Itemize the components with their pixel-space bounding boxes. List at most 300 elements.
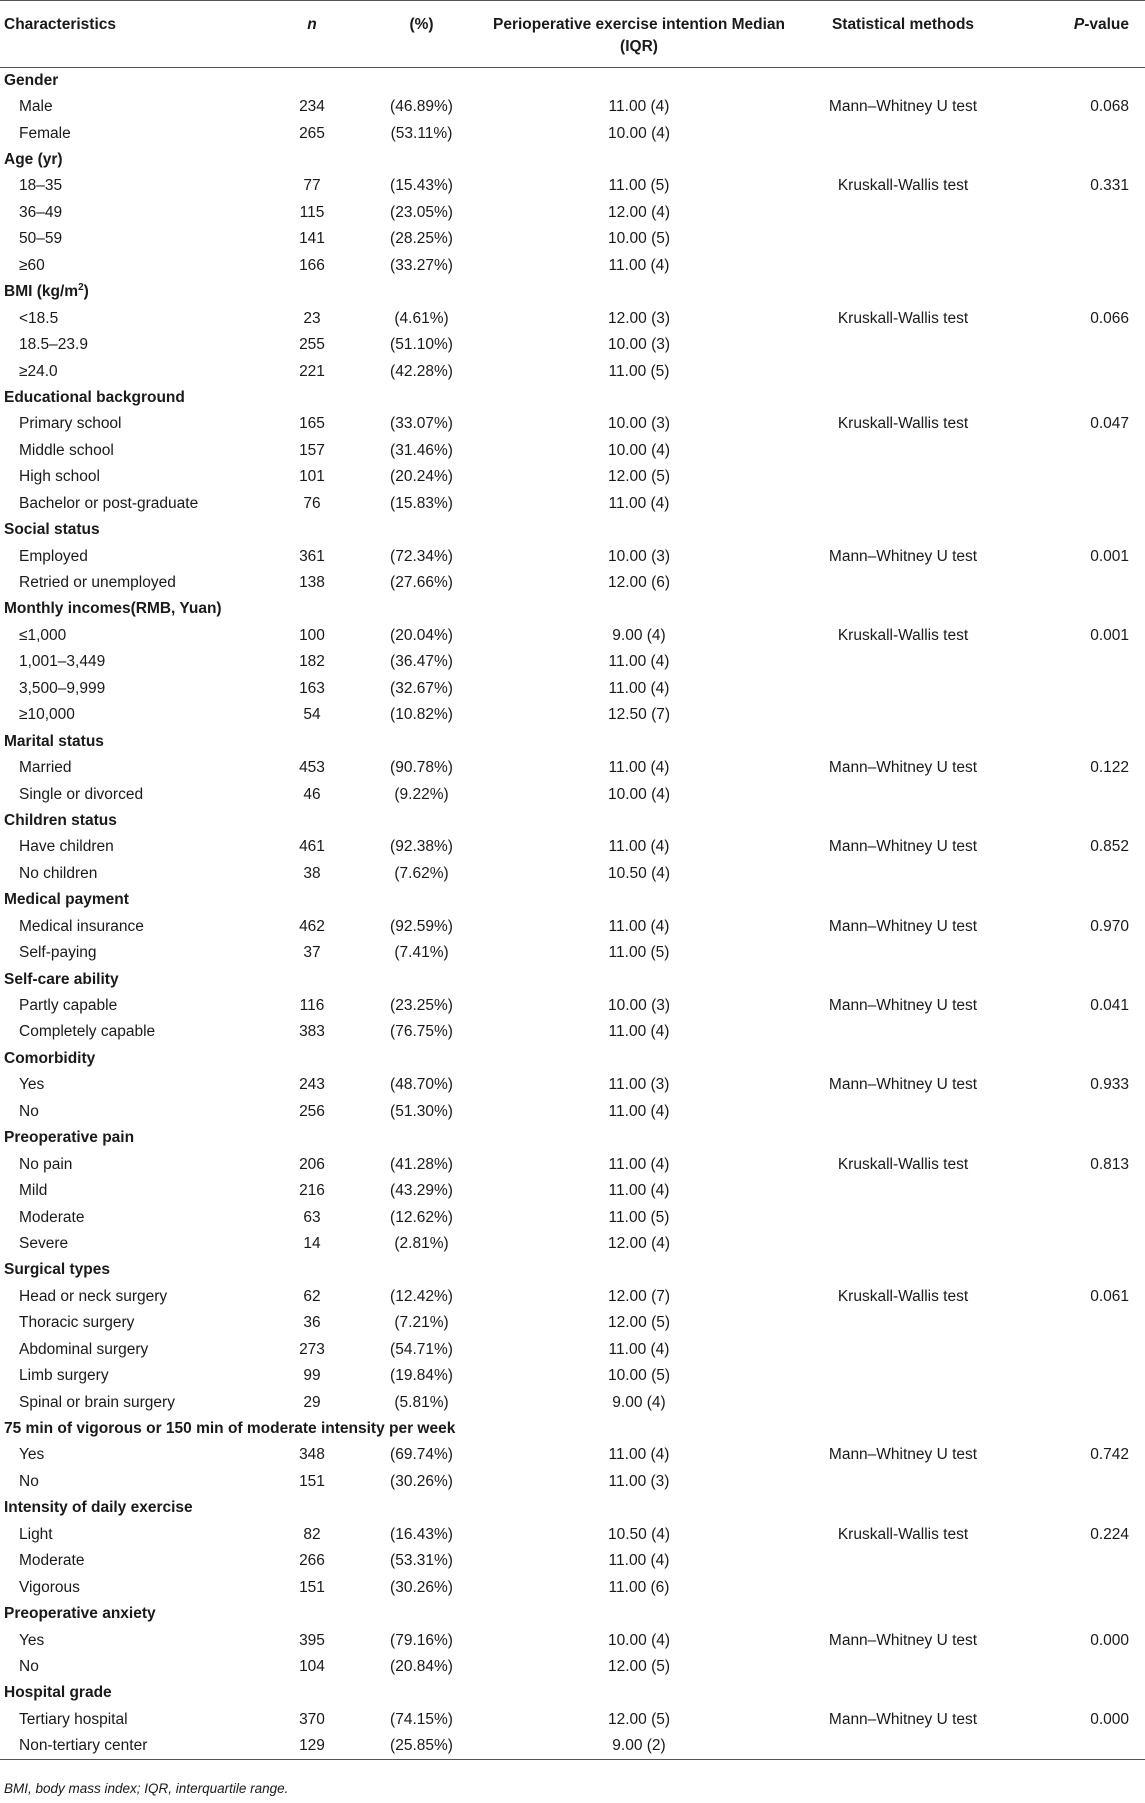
row-label: Single or divorced [19, 785, 144, 803]
row-label: ≥24.0 [19, 362, 58, 380]
row-statistical-method [792, 1019, 1014, 1045]
row-n: 54 [303, 706, 321, 724]
row-n: 116 [299, 997, 325, 1015]
group-row [0, 1680, 1145, 1706]
group-label-text: 75 min of vigorous or 150 min of moderate intensity per week [4, 1420, 456, 1438]
group-label-suffix: ) [83, 283, 89, 301]
row-statistical-method [792, 1733, 1014, 1759]
row-p-value [1014, 649, 1145, 675]
row-p-value: 0.001 [1090, 626, 1129, 644]
row-median-iqr: 11.00 (4) [608, 1102, 670, 1120]
row-statistical-method [792, 940, 1014, 966]
row-percent: (33.27%) [390, 256, 453, 274]
row-label: Primary school [19, 415, 122, 433]
table-row [0, 676, 1145, 702]
group-label [0, 1601, 1145, 1627]
row-median-iqr: 10.00 (3) [607, 997, 671, 1015]
table-row [0, 1019, 1145, 1045]
group-label-text: Preoperative pain [4, 1129, 135, 1147]
row-p-value [1014, 1733, 1145, 1759]
row-n: 29 [303, 1393, 321, 1411]
row-n: 395 [299, 1631, 325, 1649]
row-median-iqr: 10.50 (4) [607, 1525, 671, 1543]
row-label: Medical insurance [19, 917, 144, 935]
table-row [0, 543, 1145, 569]
table-row [0, 1231, 1145, 1257]
table-row [0, 173, 1145, 199]
table-row [0, 914, 1145, 940]
row-p-value [1014, 226, 1145, 252]
row-label: Yes [19, 1076, 45, 1094]
row-n: 62 [303, 1287, 321, 1305]
row-n: 77 [303, 177, 321, 195]
table-row [0, 623, 1145, 649]
group-label [0, 1257, 1145, 1283]
row-statistical-method [792, 1310, 1014, 1336]
row-median-iqr: 11.00 (4) [608, 917, 670, 935]
row-label: No [19, 1657, 39, 1675]
row-n: 36 [303, 1314, 321, 1332]
header-p-rest: -value [1084, 16, 1129, 33]
row-p-value: 0.066 [1090, 309, 1129, 327]
row-median-iqr: 11.00 (4) [608, 256, 670, 274]
row-p-value [1014, 1310, 1145, 1336]
row-n: 63 [303, 1208, 321, 1226]
group-label-text: Marital status [4, 732, 104, 750]
group-row [0, 1601, 1145, 1627]
table-row [0, 755, 1145, 781]
row-statistical-method [792, 438, 1014, 464]
row-statistical-method: Mann–Whitney U test [828, 1076, 978, 1094]
header-median-line2: (IQR) [620, 38, 658, 55]
row-median-iqr: 11.00 (5) [608, 177, 670, 195]
header-row [0, 1, 1145, 68]
row-p-value [1014, 676, 1145, 702]
row-p-value: 0.331 [1090, 177, 1129, 195]
group-label [0, 385, 1145, 411]
row-n: 243 [299, 1076, 325, 1094]
row-label: Employed [19, 547, 88, 565]
row-median-iqr: 10.00 (5) [607, 1367, 671, 1385]
row-percent: (32.67%) [390, 679, 453, 697]
group-row [0, 728, 1145, 754]
row-statistical-method [792, 1469, 1014, 1495]
table-row [0, 332, 1145, 358]
group-label-text: Age (yr) [4, 151, 63, 169]
table-row [0, 1548, 1145, 1574]
table-row [0, 1574, 1145, 1600]
row-statistical-method [792, 226, 1014, 252]
table-row [0, 1099, 1145, 1125]
table-row [0, 1310, 1145, 1336]
row-median-iqr: 11.00 (4) [608, 1182, 670, 1200]
row-percent: (20.04%) [390, 626, 453, 644]
row-n: 115 [299, 203, 325, 221]
table-row [0, 226, 1145, 252]
row-n: 23 [303, 309, 321, 327]
row-label: Tertiary hospital [19, 1710, 128, 1728]
row-median-iqr: 11.00 (4) [608, 98, 670, 116]
row-label: ≥60 [19, 256, 45, 274]
row-p-value: 0.000 [1090, 1710, 1129, 1728]
header-characteristics: Characteristics [0, 1, 267, 68]
row-label: Self-paying [19, 944, 97, 962]
row-p-value [1014, 1019, 1145, 1045]
group-label-text: Intensity of daily exercise [4, 1499, 193, 1517]
row-median-iqr: 11.00 (4) [608, 1446, 670, 1464]
row-n: 14 [303, 1234, 321, 1252]
group-label [0, 808, 1145, 834]
row-p-value: 0.061 [1090, 1287, 1129, 1305]
group-row [0, 966, 1145, 992]
row-percent: (48.70%) [390, 1076, 453, 1094]
group-row [0, 596, 1145, 622]
row-percent: (31.46%) [390, 441, 453, 459]
row-n: 101 [299, 468, 325, 486]
row-percent: (79.16%) [390, 1631, 453, 1649]
table-row [0, 1654, 1145, 1680]
row-statistical-method [792, 1178, 1014, 1204]
row-median-iqr: 9.00 (4) [612, 626, 666, 644]
row-n: 383 [299, 1023, 325, 1041]
group-label-text: Hospital grade [4, 1684, 112, 1702]
row-label: Severe [19, 1234, 69, 1252]
group-label [0, 966, 1145, 992]
row-median-iqr: 12.00 (5) [607, 1710, 671, 1728]
row-n: 255 [299, 336, 325, 354]
row-label: Bachelor or post-graduate [19, 494, 199, 512]
row-statistical-method [792, 781, 1014, 807]
row-statistical-method [792, 332, 1014, 358]
row-median-iqr: 12.00 (3) [607, 309, 671, 327]
row-median-iqr: 12.00 (5) [607, 468, 671, 486]
row-percent: (53.11%) [390, 124, 453, 142]
row-percent: (51.30%) [390, 1102, 453, 1120]
row-median-iqr: 11.00 (4) [608, 1340, 670, 1358]
table-row [0, 649, 1145, 675]
table-row [0, 702, 1145, 728]
header-p-italic: P [1073, 16, 1085, 33]
row-median-iqr: 12.00 (5) [607, 1657, 671, 1675]
row-label: 18–35 [19, 177, 63, 195]
row-n: 138 [299, 574, 325, 592]
row-median-iqr: 12.00 (7) [607, 1287, 671, 1305]
row-median-iqr: 11.00 (4) [608, 759, 670, 777]
row-p-value: 0.742 [1090, 1446, 1129, 1464]
row-statistical-method: Mann–Whitney U test [828, 1446, 978, 1464]
table-row [0, 1389, 1145, 1415]
row-statistical-method: Mann–Whitney U test [828, 917, 978, 935]
row-statistical-method [792, 861, 1014, 887]
table-row [0, 1284, 1145, 1310]
group-row [0, 68, 1145, 94]
row-label: High school [19, 468, 100, 486]
table-row [0, 464, 1145, 490]
row-median-iqr: 11.00 (5) [608, 944, 670, 962]
row-n: 216 [299, 1182, 325, 1200]
row-p-value [1014, 570, 1145, 596]
row-label: No pain [19, 1155, 73, 1173]
row-n: 256 [299, 1102, 325, 1120]
row-percent: (12.62%) [390, 1208, 453, 1226]
row-n: 206 [299, 1155, 325, 1173]
row-n: 370 [299, 1710, 325, 1728]
row-label: Partly capable [19, 997, 118, 1015]
group-row [0, 1257, 1145, 1283]
group-label [0, 1046, 1145, 1072]
table-row [0, 570, 1145, 596]
row-p-value [1014, 491, 1145, 517]
row-percent: (10.82%) [390, 706, 453, 724]
row-n: 82 [303, 1525, 321, 1543]
table-row [0, 781, 1145, 807]
table-row [0, 438, 1145, 464]
table-row [0, 305, 1145, 331]
row-statistical-method: Mann–Whitney U test [828, 1710, 978, 1728]
row-percent: (19.84%) [390, 1367, 453, 1385]
row-n: 157 [299, 441, 325, 459]
table-row [0, 491, 1145, 517]
row-percent: (7.21%) [394, 1314, 449, 1332]
row-statistical-method: Mann–Whitney U test [828, 547, 978, 565]
row-p-value [1014, 1337, 1145, 1363]
row-percent: (76.75%) [390, 1023, 453, 1041]
table-row [0, 411, 1145, 437]
group-row [0, 1125, 1145, 1151]
row-p-value [1014, 1204, 1145, 1230]
row-n: 46 [303, 785, 321, 803]
row-n: 165 [299, 415, 325, 433]
group-label-text: BMI (kg/m [4, 283, 79, 301]
table-row [0, 1627, 1145, 1653]
table-row [0, 120, 1145, 146]
row-label: Non-tertiary center [0, 1733, 267, 1759]
table-row [0, 1151, 1145, 1177]
row-percent: (7.62%) [394, 864, 449, 882]
row-label: Moderate [19, 1208, 85, 1226]
row-median-iqr: 10.00 (3) [607, 415, 671, 433]
group-label [0, 1495, 1145, 1521]
group-label [0, 1125, 1145, 1151]
row-percent: (54.71%) [390, 1340, 453, 1358]
row-median-iqr: 11.00 (3) [608, 1076, 670, 1094]
row-p-value [1014, 702, 1145, 728]
row-percent: (30.26%) [390, 1472, 453, 1490]
row-p-value [1014, 1363, 1145, 1389]
row-label: Male [19, 98, 53, 116]
table-row [0, 993, 1145, 1019]
row-median-iqr: 10.00 (5) [607, 230, 671, 248]
row-statistical-method [792, 1337, 1014, 1363]
table-body [0, 68, 1145, 1760]
row-label: Limb surgery [19, 1367, 109, 1385]
row-percent: (92.38%) [390, 838, 453, 856]
row-n: 462 [299, 917, 325, 935]
row-label: Yes [19, 1446, 45, 1464]
group-row [0, 1046, 1145, 1072]
table-row [0, 1363, 1145, 1389]
row-n: 273 [299, 1340, 325, 1358]
row-n: 141 [299, 230, 325, 248]
row-label: Thoracic surgery [19, 1314, 135, 1332]
group-label [0, 279, 1145, 305]
row-statistical-method [792, 1363, 1014, 1389]
row-label: 50–59 [19, 230, 63, 248]
row-percent: (9.22%) [394, 785, 449, 803]
group-row [0, 1495, 1145, 1521]
row-p-value: 0.224 [1090, 1525, 1129, 1543]
row-p-value: 0.047 [1090, 415, 1129, 433]
row-n: 163 [299, 679, 325, 697]
row-median-iqr: 10.00 (4) [607, 785, 671, 803]
group-label-text: Gender [4, 71, 59, 89]
row-statistical-method [792, 358, 1014, 384]
row-n: 129 [267, 1733, 357, 1759]
row-p-value [1014, 1231, 1145, 1257]
row-label: Female [19, 124, 71, 142]
row-p-value [1014, 464, 1145, 490]
row-label: Have children [19, 838, 114, 856]
table-row [0, 940, 1145, 966]
table-row [0, 1178, 1145, 1204]
group-label-text: Comorbidity [4, 1049, 96, 1067]
group-label [0, 1680, 1145, 1706]
row-n: 266 [299, 1552, 325, 1570]
row-statistical-method [792, 464, 1014, 490]
row-n: 461 [299, 838, 325, 856]
row-p-value [1014, 1574, 1145, 1600]
row-statistical-method [792, 1548, 1014, 1574]
row-percent: (23.25%) [390, 997, 453, 1015]
table-row [0, 861, 1145, 887]
row-median-iqr: 9.00 (2) [486, 1733, 792, 1759]
row-statistical-method: Mann–Whitney U test [828, 759, 978, 777]
row-statistical-method [792, 1654, 1014, 1680]
table-row [0, 834, 1145, 860]
group-label-text: Social status [4, 521, 100, 539]
row-n: 221 [299, 362, 325, 380]
row-p-value: 0.813 [1090, 1155, 1129, 1173]
row-label: <18.5 [19, 309, 59, 327]
table-row [0, 1707, 1145, 1733]
row-statistical-method: Kruskall-Wallis test [837, 626, 969, 644]
row-median-iqr: 11.00 (4) [608, 1023, 670, 1041]
row-statistical-method [792, 702, 1014, 728]
row-percent: (20.84%) [390, 1657, 453, 1675]
row-p-value: 0.970 [1090, 917, 1129, 935]
row-p-value [1014, 861, 1145, 887]
row-percent: (51.10%) [390, 336, 453, 354]
row-n: 151 [299, 1472, 325, 1490]
row-percent: (23.05%) [390, 203, 453, 221]
row-label: 36–49 [19, 203, 63, 221]
group-row [0, 147, 1145, 173]
row-label: No children [19, 864, 98, 882]
row-label: ≤1,000 [19, 626, 67, 644]
row-statistical-method: Kruskall-Wallis test [837, 177, 969, 195]
row-percent: (16.43%) [390, 1525, 453, 1543]
table-header [0, 1, 1145, 68]
row-median-iqr: 11.00 (4) [608, 1155, 670, 1173]
row-label: Moderate [19, 1552, 85, 1570]
table-row [0, 1469, 1145, 1495]
row-percent: (90.78%) [390, 759, 453, 777]
group-label [0, 887, 1145, 913]
row-statistical-method [792, 1231, 1014, 1257]
row-statistical-method [792, 253, 1014, 279]
header-p-value [1014, 1, 1145, 68]
row-median-iqr: 10.00 (3) [607, 547, 671, 565]
row-p-value [1014, 1099, 1145, 1125]
row-p-value: 0.852 [1090, 838, 1129, 856]
row-p-value: 0.001 [1090, 547, 1129, 565]
row-median-iqr: 10.00 (3) [607, 336, 671, 354]
row-label: No [19, 1472, 39, 1490]
group-label-superscript: 2 [78, 282, 84, 294]
group-label [0, 68, 1145, 94]
group-row [0, 1416, 1145, 1442]
table-footnote: BMI, body mass index; IQR, interquartile range. [4, 1781, 289, 1796]
row-statistical-method: Kruskall-Wallis test [837, 1525, 969, 1543]
row-p-value [1014, 1469, 1145, 1495]
row-p-value: 0.122 [1090, 759, 1129, 777]
row-p-value [1014, 781, 1145, 807]
group-label [0, 596, 1145, 622]
row-label: Abdominal surgery [19, 1340, 149, 1358]
group-label-text: Self-care ability [4, 970, 119, 988]
group-row [0, 887, 1145, 913]
row-p-value [1014, 332, 1145, 358]
row-label: Retried or unemployed [19, 574, 176, 592]
row-percent: (25.85%) [357, 1733, 486, 1759]
row-percent: (33.07%) [390, 415, 453, 433]
row-label: Vigorous [19, 1578, 80, 1596]
group-label-text: Monthly incomes(RMB, Yuan) [4, 600, 222, 618]
row-n: 99 [303, 1367, 321, 1385]
table-row [0, 1522, 1145, 1548]
row-label: Head or neck surgery [19, 1287, 168, 1305]
row-n: 38 [303, 864, 321, 882]
row-median-iqr: 12.00 (4) [607, 203, 671, 221]
row-statistical-method [792, 676, 1014, 702]
row-p-value [1014, 253, 1145, 279]
row-median-iqr: 9.00 (4) [612, 1393, 666, 1411]
row-percent: (74.15%) [390, 1710, 453, 1728]
row-statistical-method [792, 1204, 1014, 1230]
row-n: 234 [299, 98, 325, 116]
row-percent: (36.47%) [390, 653, 453, 671]
table-row [0, 253, 1145, 279]
row-median-iqr: 12.00 (4) [607, 1234, 671, 1252]
row-median-iqr: 12.00 (6) [607, 574, 671, 592]
header-median [486, 1, 792, 68]
row-statistical-method [792, 570, 1014, 596]
row-percent: (72.34%) [390, 547, 453, 565]
row-percent: (28.25%) [390, 230, 453, 248]
group-label-text: Surgical types [4, 1261, 110, 1279]
row-percent: (20.24%) [390, 468, 453, 486]
group-label [0, 728, 1145, 754]
row-label: Light [19, 1525, 53, 1543]
table-row [0, 200, 1145, 226]
table-row [0, 1204, 1145, 1230]
row-percent: (12.42%) [390, 1287, 453, 1305]
row-p-value: 0.041 [1090, 997, 1129, 1015]
group-row [0, 517, 1145, 543]
group-label [0, 517, 1145, 543]
row-p-value [1014, 200, 1145, 226]
row-label: 1,001–3,449 [19, 653, 106, 671]
